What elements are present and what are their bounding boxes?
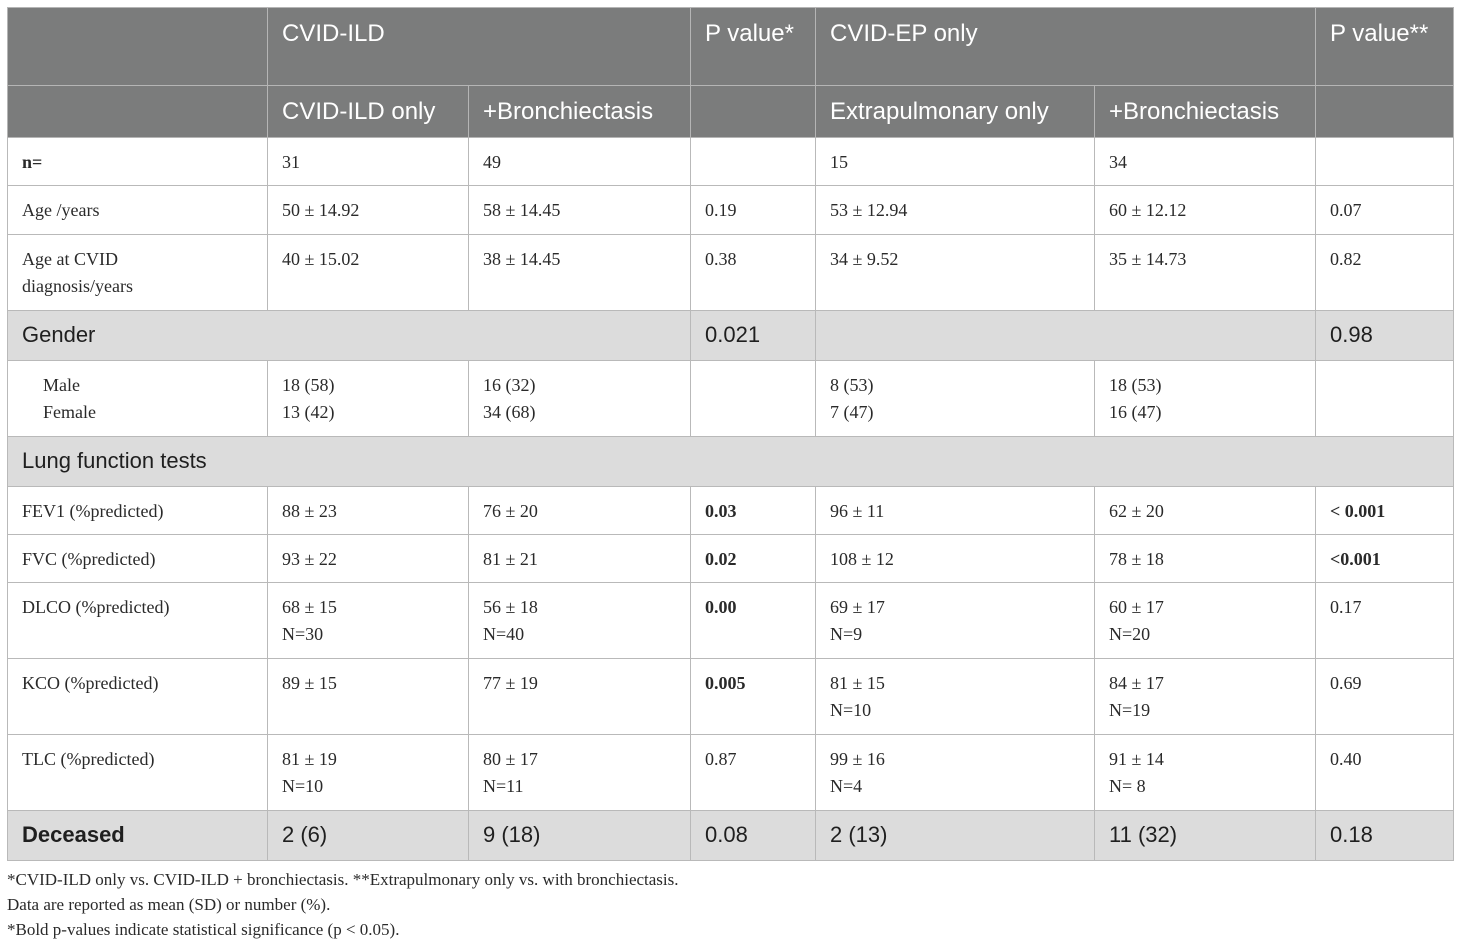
cell-line: 80 ± 17 xyxy=(483,749,538,769)
cell-value: 60 ± 12.12 xyxy=(1095,186,1316,235)
cell-value xyxy=(469,735,691,811)
row-label: FEV1 (%predicted) xyxy=(8,487,268,535)
table-row xyxy=(8,659,1454,735)
row-label-line: diagnosis/years xyxy=(22,276,133,296)
cell-pvalue: 0.82 xyxy=(1316,235,1454,311)
row-label-male: Male xyxy=(43,375,80,395)
cell-pvalue: 0.07 xyxy=(1316,186,1454,235)
cell-pvalue: 0.00 xyxy=(691,583,816,659)
header-cvid-ild: CVID-ILD xyxy=(268,8,691,86)
table-row xyxy=(8,487,1454,535)
header-cvid-ild-only: CVID-ILD only xyxy=(268,86,469,138)
header-ild-bronchiectasis: +Bronchiectasis xyxy=(469,86,691,138)
table-row xyxy=(8,186,1454,235)
cell-line: 56 ± 18 xyxy=(483,597,538,617)
cell-line: 91 ± 14 xyxy=(1109,749,1164,769)
cell-n: N=10 xyxy=(282,776,324,796)
section-label: Deceased xyxy=(8,811,268,861)
row-label-line: Age at CVID xyxy=(22,249,118,269)
cell-pvalue xyxy=(1316,138,1454,186)
cell-value: 96 ± 11 xyxy=(816,487,1095,535)
results-table xyxy=(7,7,1454,861)
header-empty-cell xyxy=(8,8,268,86)
cell-value: 58 ± 14.45 xyxy=(469,186,691,235)
section-label: Lung function tests xyxy=(8,437,1454,487)
cell-value xyxy=(268,735,469,811)
cell-pvalue xyxy=(1316,361,1454,437)
cell-pvalue: 0.87 xyxy=(691,735,816,811)
row-label: n= xyxy=(8,138,268,186)
cell-pvalue: 0.005 xyxy=(691,659,816,735)
cell-value xyxy=(469,583,691,659)
section-row-deceased xyxy=(8,811,1454,861)
cell-pvalue: 0.03 xyxy=(691,487,816,535)
cell-value xyxy=(268,361,469,437)
cell-value: 38 ± 14.45 xyxy=(469,235,691,311)
cell-value: 108 ± 12 xyxy=(816,535,1095,583)
cell-value: 62 ± 20 xyxy=(1095,487,1316,535)
footnote: *Bold p-values indicate statistical significance (p < 0.05). xyxy=(7,920,400,939)
cell-line: 8 (53) xyxy=(830,375,874,395)
cell-value xyxy=(816,735,1095,811)
cell-line: 81 ± 19 xyxy=(282,749,337,769)
cell-pvalue: 0.021 xyxy=(691,311,816,361)
row-label xyxy=(8,361,268,437)
table-row xyxy=(8,138,1454,186)
header-pvalue-1: P value* xyxy=(691,8,816,86)
cell-value xyxy=(1095,735,1316,811)
cell-pvalue: 0.02 xyxy=(691,535,816,583)
cell-value: 31 xyxy=(268,138,469,186)
footnote: Data are reported as mean (SD) or number (%). xyxy=(7,895,331,914)
section-row-lung xyxy=(8,437,1454,487)
cell-pvalue: 0.38 xyxy=(691,235,816,311)
row-label-female: Female xyxy=(43,402,96,422)
cell-pvalue: 0.18 xyxy=(1316,811,1454,861)
cell-value: 35 ± 14.73 xyxy=(1095,235,1316,311)
cell-pvalue: 0.98 xyxy=(1316,311,1454,361)
cell-value: 11 (32) xyxy=(1095,811,1316,861)
cell-pvalue: <0.001 xyxy=(1316,535,1454,583)
cell-line: 81 ± 15 xyxy=(830,673,885,693)
cell-pvalue xyxy=(691,138,816,186)
row-label: Age /years xyxy=(8,186,268,235)
cell-value: 81 ± 21 xyxy=(469,535,691,583)
row-label: FVC (%predicted) xyxy=(8,535,268,583)
cell-line: 7 (47) xyxy=(830,402,874,422)
row-label: KCO (%predicted) xyxy=(8,659,268,735)
cell-line: 18 (58) xyxy=(282,375,335,395)
section-row-gender xyxy=(8,311,1454,361)
row-label: DLCO (%predicted) xyxy=(8,583,268,659)
cell-value xyxy=(1095,659,1316,735)
cell-value: 89 ± 15 xyxy=(268,659,469,735)
table-row xyxy=(8,583,1454,659)
cell-value xyxy=(469,361,691,437)
cell-value: 53 ± 12.94 xyxy=(816,186,1095,235)
cell-pvalue: < 0.001 xyxy=(1316,487,1454,535)
row-label: TLC (%predicted) xyxy=(8,735,268,811)
table-footnotes xyxy=(7,867,679,942)
cell-line: 16 (47) xyxy=(1109,402,1162,422)
results-table-container xyxy=(7,7,1453,861)
cell-value: 88 ± 23 xyxy=(268,487,469,535)
cell-n: N=20 xyxy=(1109,624,1151,644)
cell-n: N=40 xyxy=(483,624,525,644)
row-label xyxy=(8,235,268,311)
cell-n: N=9 xyxy=(830,624,863,644)
cell-line: 99 ± 16 xyxy=(830,749,885,769)
cell-value: 9 (18) xyxy=(469,811,691,861)
cell-value: 2 (6) xyxy=(268,811,469,861)
cell-n: N= 8 xyxy=(1109,776,1146,796)
cell-line: 18 (53) xyxy=(1109,375,1162,395)
table-row xyxy=(8,735,1454,811)
cell-value: 77 ± 19 xyxy=(469,659,691,735)
cell-pvalue: 0.69 xyxy=(1316,659,1454,735)
cell-n: N=30 xyxy=(282,624,324,644)
cell-n: N=10 xyxy=(830,700,872,720)
cell-value: 34 ± 9.52 xyxy=(816,235,1095,311)
cell-line: 84 ± 17 xyxy=(1109,673,1164,693)
header-empty-cell xyxy=(1316,86,1454,138)
cell-value xyxy=(268,583,469,659)
footnote: *CVID-ILD only vs. CVID-ILD + bronchiectasis. **Extrapulmonary only vs. with bronchiectasis. xyxy=(7,870,679,889)
cell-value: 34 xyxy=(1095,138,1316,186)
table-row xyxy=(8,535,1454,583)
cell-pvalue xyxy=(691,361,816,437)
table-row xyxy=(8,361,1454,437)
header-ep-bronchiectasis: +Bronchiectasis xyxy=(1095,86,1316,138)
cell-value: 76 ± 20 xyxy=(469,487,691,535)
header-row-subgroups xyxy=(8,86,1454,138)
cell-pvalue: 0.08 xyxy=(691,811,816,861)
header-pvalue-2: P value** xyxy=(1316,8,1454,86)
cell-value: 2 (13) xyxy=(816,811,1095,861)
header-empty-cell xyxy=(691,86,816,138)
cell-pvalue: 0.40 xyxy=(1316,735,1454,811)
cell-n: N=4 xyxy=(830,776,863,796)
cell-value: 40 ± 15.02 xyxy=(268,235,469,311)
section-empty-cell xyxy=(816,311,1316,361)
cell-line: 13 (42) xyxy=(282,402,335,422)
cell-value: 49 xyxy=(469,138,691,186)
cell-n: N=11 xyxy=(483,776,524,796)
cell-line: 60 ± 17 xyxy=(1109,597,1164,617)
section-label: Gender xyxy=(8,311,691,361)
cell-pvalue: 0.17 xyxy=(1316,583,1454,659)
cell-n: N=19 xyxy=(1109,700,1151,720)
cell-value: 78 ± 18 xyxy=(1095,535,1316,583)
cell-pvalue: 0.19 xyxy=(691,186,816,235)
header-extrapulmonary-only: Extrapulmonary only xyxy=(816,86,1095,138)
header-row-groups xyxy=(8,8,1454,86)
cell-value xyxy=(1095,361,1316,437)
cell-value xyxy=(1095,583,1316,659)
table-row xyxy=(8,235,1454,311)
header-cvid-ep: CVID-EP only xyxy=(816,8,1316,86)
cell-value xyxy=(816,361,1095,437)
cell-value: 93 ± 22 xyxy=(268,535,469,583)
cell-value: 15 xyxy=(816,138,1095,186)
header-empty-cell xyxy=(8,86,268,138)
cell-value: 50 ± 14.92 xyxy=(268,186,469,235)
cell-line: 68 ± 15 xyxy=(282,597,337,617)
cell-value xyxy=(816,659,1095,735)
cell-line: 16 (32) xyxy=(483,375,536,395)
cell-line: 69 ± 17 xyxy=(830,597,885,617)
cell-value xyxy=(816,583,1095,659)
cell-line: 34 (68) xyxy=(483,402,536,422)
